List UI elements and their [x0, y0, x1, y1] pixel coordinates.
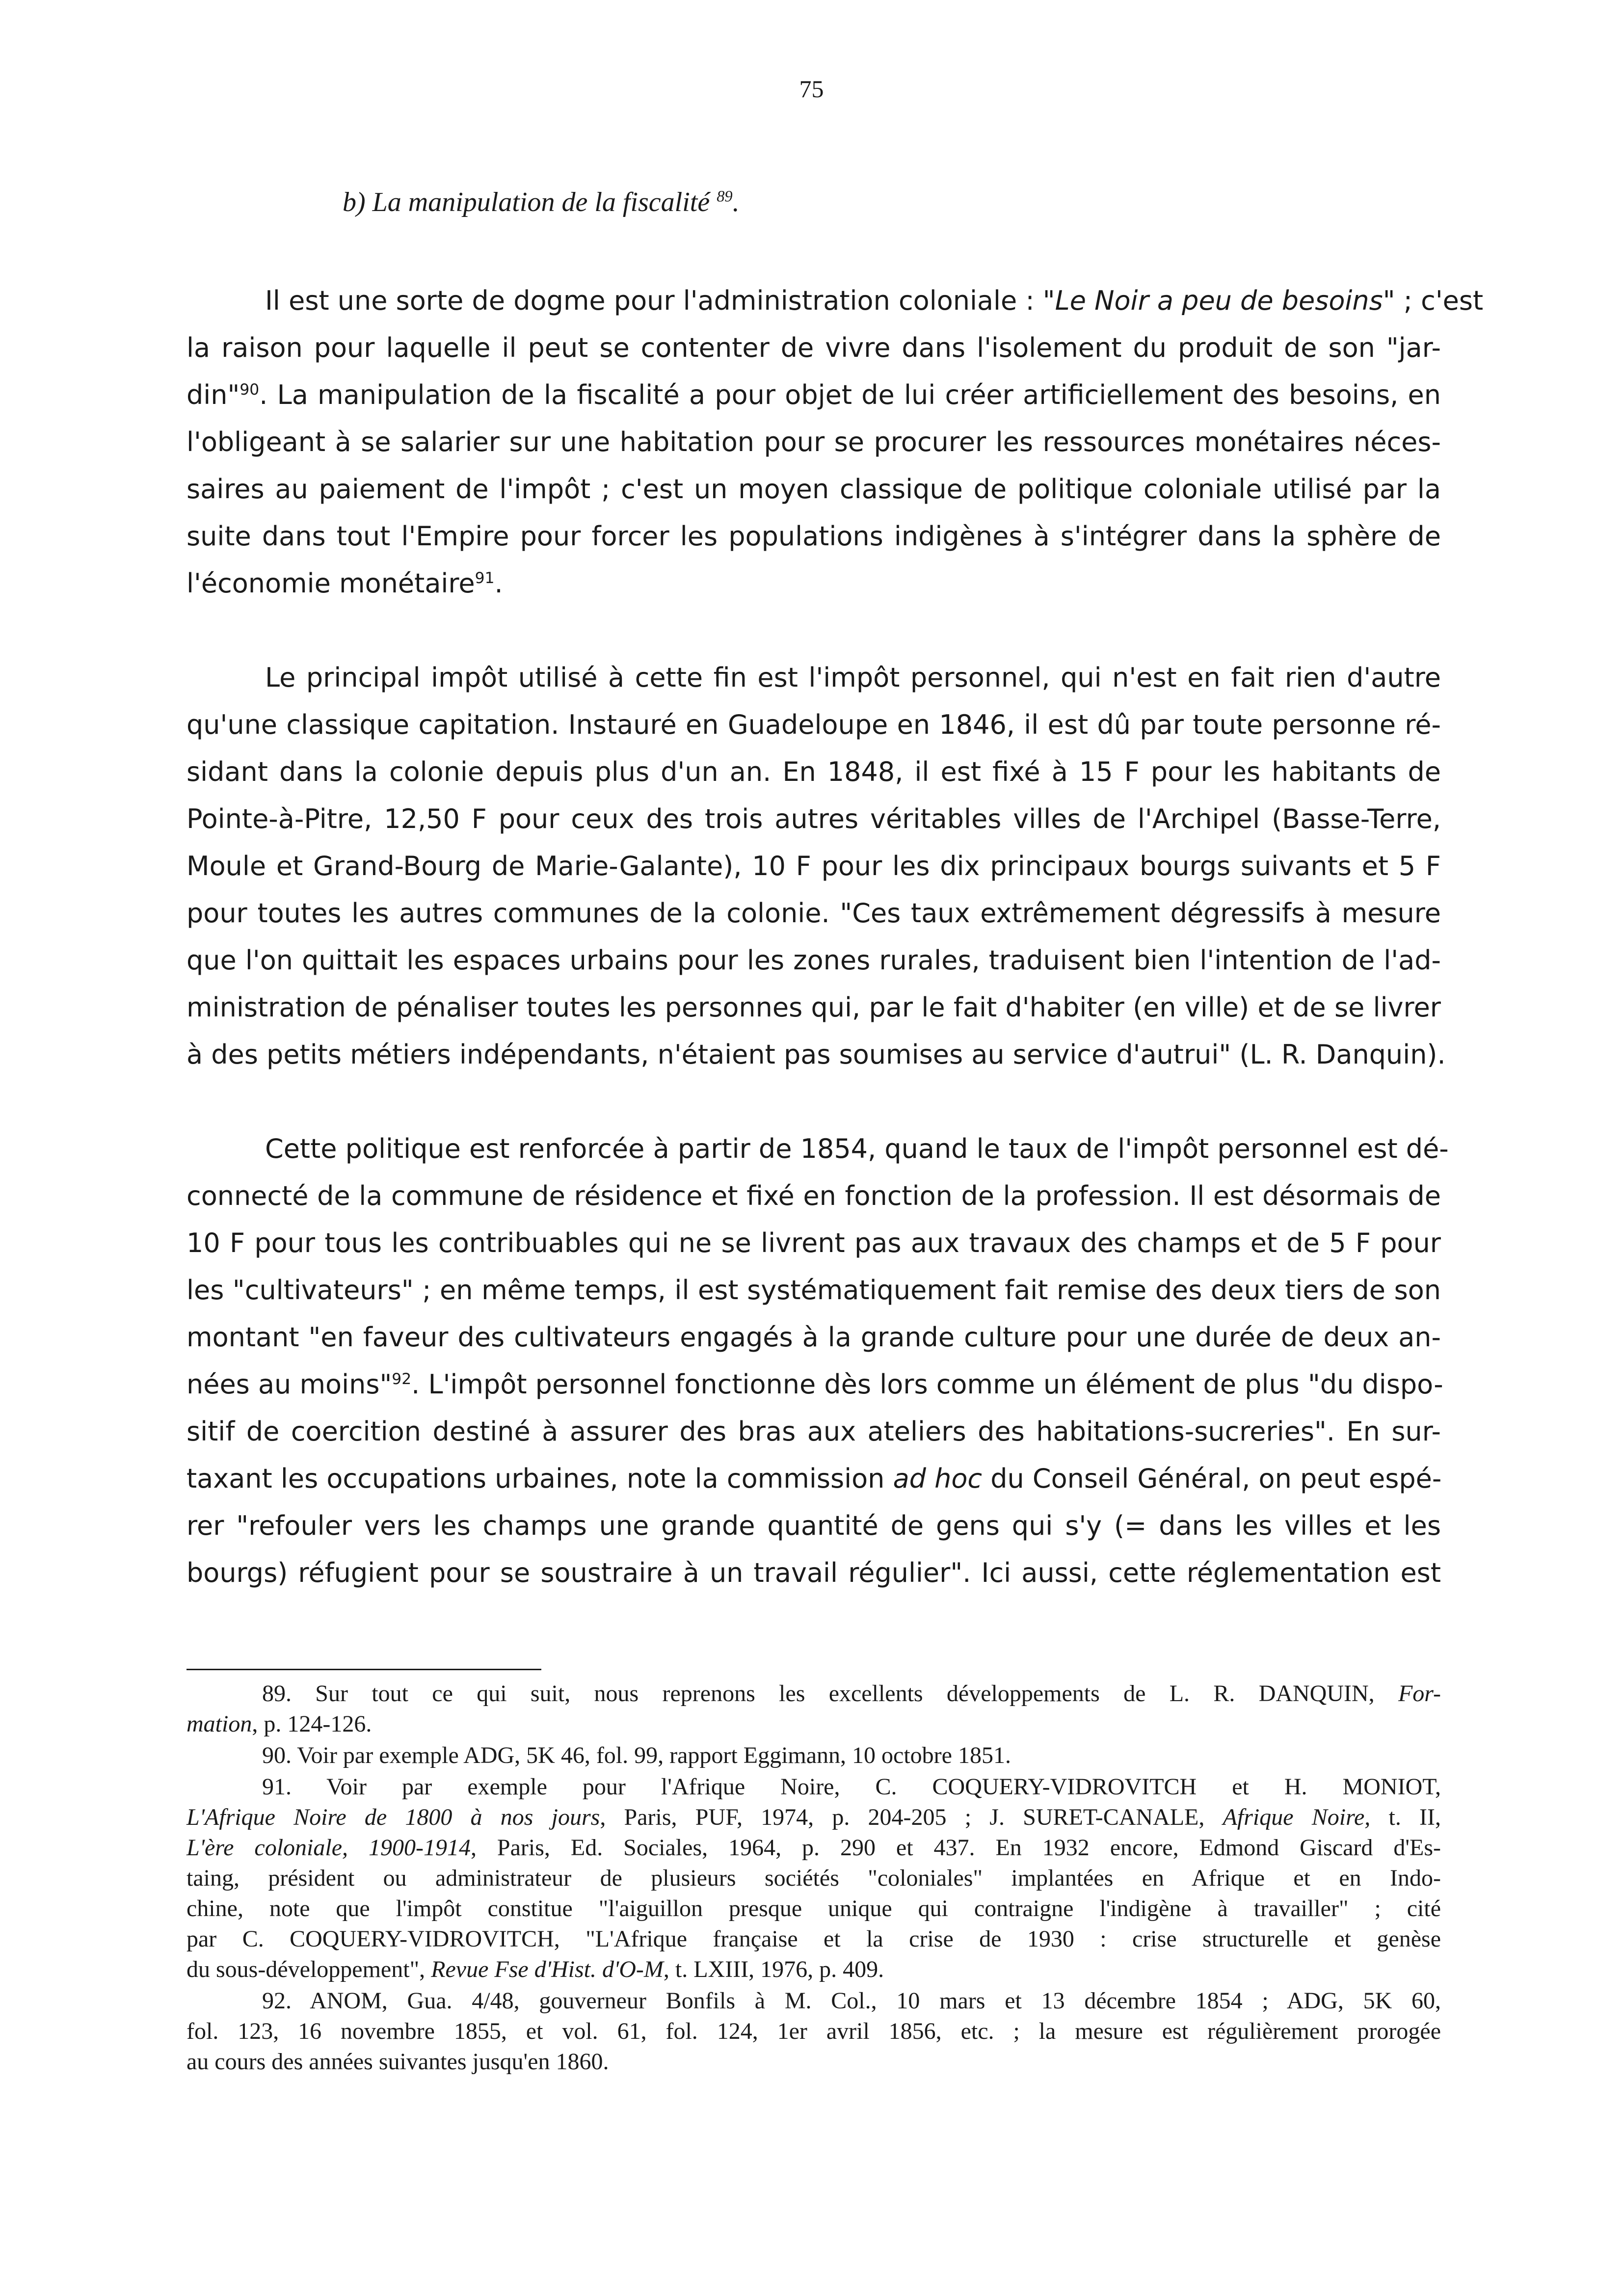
footnote-90 — [186, 1740, 1441, 1771]
text-line: les "cultivateurs" ; en même temps, il est systématiquement fait remise des deux tiers de son — [186, 1275, 1441, 1306]
footnote-line: 90. Voir par exemple ADG, 5K 46, fol. 99, rapport Eggimann, 10 octobre 1851. — [262, 1742, 1011, 1768]
footnote-ref-89: 89 — [717, 187, 733, 206]
text-line: suite dans tout l'Empire pour forcer les populations indigènes à s'intégrer dans la sphère de — [186, 521, 1441, 552]
text-line: Moule et Grand-Bourg de Marie-Galante), 10 F pour les dix principaux bourgs suivants et 5 F — [186, 851, 1441, 881]
text-line: que l'on quittait les espaces urbains pour les zones rurales, traduisent bien l'intention de l'ad- — [186, 945, 1441, 976]
paragraph-1 — [186, 277, 1484, 607]
text-line: 10 F pour tous les contribuables qui ne se livrent pas aux travaux des champs et de 5 F pour — [186, 1228, 1441, 1258]
italic-quote: Le Noir a peu de besoins — [1055, 285, 1383, 316]
text-line: Le principal impôt utilisé à cette fin est l'impôt personnel, qui n'est en fait rien d'autre — [265, 662, 1441, 693]
text-line: qu'une classique capitation. Instauré en Guadeloupe en 1846, il est dû par toute personne ré- — [186, 709, 1441, 740]
footnote-separator — [186, 1669, 541, 1670]
footnotes — [186, 1679, 1441, 2078]
footnote-line: fol. 123, 16 novembre 1855, et vol. 61, fol. 124, 1er avril 1856, etc. ; la mesure est régulièrement prorogée — [186, 2018, 1441, 2044]
paragraph-3 — [186, 1125, 1449, 1597]
footnote-line: au cours des années suivantes jusqu'en 1860. — [186, 2049, 609, 2075]
footnote-91 — [186, 1772, 1441, 1985]
text-line: sitif de coercition destiné à assurer des bras aux ateliers des habitations-sucreries". En sur- — [186, 1416, 1441, 1447]
text-line: connecté de la commune de résidence et fixé en fonction de la profession. Il est désormais de — [186, 1180, 1441, 1211]
paragraph-2 — [186, 654, 1446, 1078]
footnote-ref-90: 90 — [239, 381, 260, 399]
footnote-ref-92: 92 — [392, 1370, 412, 1388]
text-line: Il est une sorte de dogme pour l'administration coloniale : "Le Noir a peu de besoins" ; c'est — [265, 285, 1484, 316]
footnote-line: L'ère coloniale, 1900-1914, Paris, Ed. Sociales, 1964, p. 290 et 437. En 1932 encore, Edmond Giscard d'Es- — [186, 1835, 1441, 1861]
text-line: Cette politique est renforcée à partir de 1854, quand le taux de l'impôt personnel est dé- — [265, 1133, 1449, 1164]
footnote-line: 89. Sur tout ce qui suit, nous reprenons les excellents développements de L. R. DANQUIN, For- — [262, 1681, 1441, 1707]
text-line: din"$^{90}$. La manipulation de la fiscalité a pour objet de lui créer artificiellement des besoins, en — [186, 379, 1441, 410]
page-number: 75 — [799, 75, 824, 103]
footnote-line: 91. Voir par exemple pour l'Afrique Noire, C. COQUERY-VIDROVITCH et H. MONIOT, — [262, 1774, 1441, 1800]
footnote-line: 92. ANOM, Gua. 4/48, gouverneur Bonfils à M. Col., 10 mars et 13 décembre 1854 ; ADG, 5K 60, — [262, 1988, 1441, 2014]
heading-text: b) La manipulation de la fiscalité — [343, 187, 710, 217]
text-line: l'obligeant à se salarier sur une habitation pour se procurer les ressources monétaires néces- — [186, 427, 1441, 457]
text-line: à des petits métiers indépendants, n'étaient pas soumises au service d'autrui" (L. R. Danquin). — [186, 1039, 1446, 1070]
text-line: rer "refouler vers les champs une grande quantité de gens qui s'y (= dans les villes et les — [186, 1510, 1441, 1541]
body-text — [186, 277, 1484, 1644]
text-line: Pointe-à-Pitre, 12,50 F pour ceux des trois autres véritables villes de l'Archipel (Basse-Terre, — [186, 803, 1441, 834]
text-line: l'économie monétaire$^{91}$. — [186, 568, 503, 599]
text-line: la raison pour laquelle il peut se contenter de vivre dans l'isolement du produit de son "jar- — [186, 332, 1441, 363]
footnote-ref-91: 91 — [475, 569, 495, 587]
text-line: nées au moins"$^{92}$. L'impôt personnel fonctionne dès lors comme un élément de plus "du dispo- — [186, 1369, 1443, 1400]
text-line: bourgs) réfugient pour se soustraire à un travail régulier". Ici aussi, cette réglementation est — [186, 1557, 1441, 1588]
text-line: sidant dans la colonie depuis plus d'un an. En 1848, il est fixé à 15 F pour les habitants de — [186, 756, 1441, 787]
footnote-line: chine, note que l'impôt constitue "l'aiguillon presque unique qui contraigne l'indigène à travailler" ; cité — [186, 1896, 1441, 1922]
text-line: pour toutes les autres communes de la colonie. "Ces taux extrêmement dégressifs à mesure — [186, 898, 1441, 929]
text-line: saires au paiement de l'impôt ; c'est un moyen classique de politique coloniale utilisé par la — [186, 474, 1441, 505]
footnote-line: L'Afrique Noire de 1800 à nos jours, Paris, PUF, 1974, p. 204-205 ; J. SURET-CANALE, Afrique Noire, t. II, — [186, 1804, 1441, 1830]
text-line: taxant les occupations urbaines, note la commission ad hoc du Conseil Général, on peut espé- — [186, 1463, 1442, 1494]
section-heading: b) La manipulation de la fiscalité $^{89}$. — [343, 187, 740, 217]
footnote-line: taing, président ou administrateur de plusieurs sociétés "coloniales" implantées en Afrique et en Indo- — [186, 1865, 1441, 1891]
footnote-line: mation, p. 124-126. — [186, 1711, 372, 1737]
footnote-92 — [186, 1986, 1441, 2077]
footnote-89 — [186, 1679, 1441, 1739]
footnote-line: par C. COQUERY-VIDROVITCH, "L'Afrique française et la crise de 1930 : crise structurelle et genèse — [186, 1926, 1441, 1952]
text-line: ministration de pénaliser toutes les personnes qui, par le fait d'habiter (en ville) et de se livrer — [186, 992, 1441, 1023]
text-line: montant "en faveur des cultivateurs engagés à la grande culture pour une durée de deux an- — [186, 1322, 1441, 1353]
footnote-line: du sous-développement", Revue Fse d'Hist. d'O-M, t. LXIII, 1976, p. 409. — [186, 1956, 884, 1982]
italic-term: ad hoc — [893, 1463, 983, 1494]
